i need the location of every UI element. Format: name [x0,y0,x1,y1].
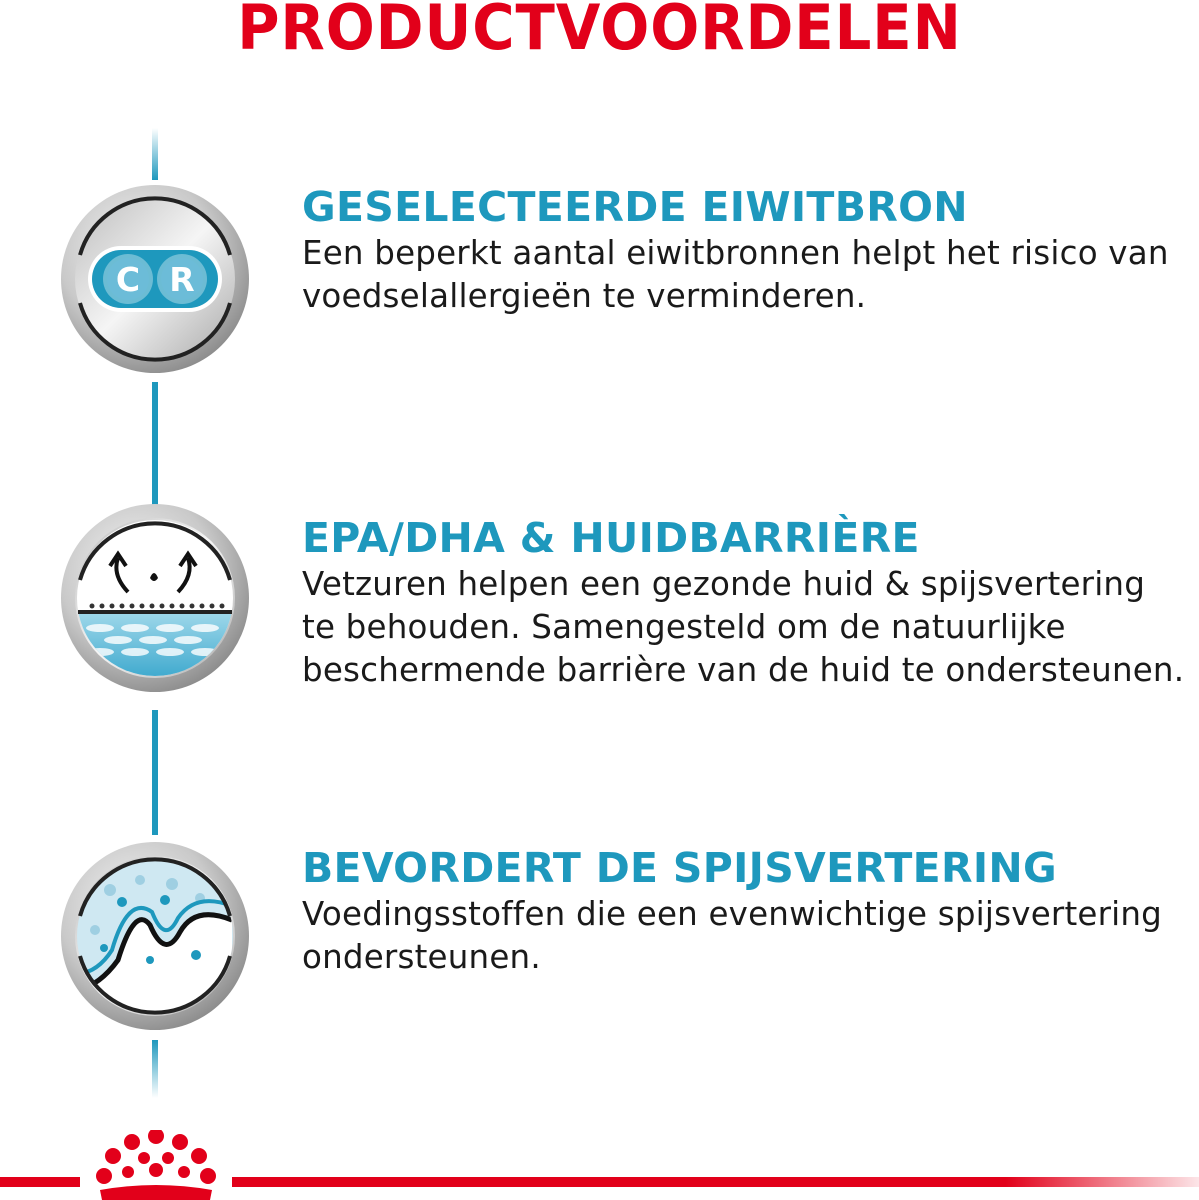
digestion-icon [61,842,249,1030]
benefit-heading: GESELECTEERDE EIWITBRON [302,183,968,231]
skin-barrier-icon [61,504,249,692]
svg-text:R: R [169,260,195,299]
benefits-timeline [0,0,320,1200]
timeline-segment-top [152,128,158,180]
svg-text:C: C [115,260,141,299]
benefit-text: Vetzuren helpen een gezonde huid & spijsvertering te behouden. Samengesteld om de natuurlijke beschermende barrière van de huid te ondersteunen. [302,565,1185,689]
benefit-heading: EPA/DHA & HUIDBARRIÈRE [302,514,920,562]
footer-brand-bar [0,1130,1199,1200]
benefit-skin-barrier [302,513,1197,692]
footer-line-left [0,1177,80,1187]
benefit-digestion [302,843,1197,979]
timeline-segment-2 [152,710,158,835]
benefit-text: Een beperkt aantal eiwitbronnen helpt het risico van voedselallergieën te verminderen. [302,234,1169,315]
benefit-heading: BEVORDERT DE SPIJSVERTERING [302,844,1057,892]
page-title: PRODUCTVOORDELEN [237,0,962,64]
benefit-text: Voedingsstoffen die een evenwichtige spijsvertering ondersteunen. [302,895,1163,976]
protein-source-cr-icon [61,185,249,373]
royal-crown-icon [96,1130,216,1200]
benefit-protein-source [302,182,1197,318]
timeline-segment-1 [152,382,158,508]
timeline-segment-bottom [152,1040,158,1098]
footer-line-right [232,1177,1199,1187]
